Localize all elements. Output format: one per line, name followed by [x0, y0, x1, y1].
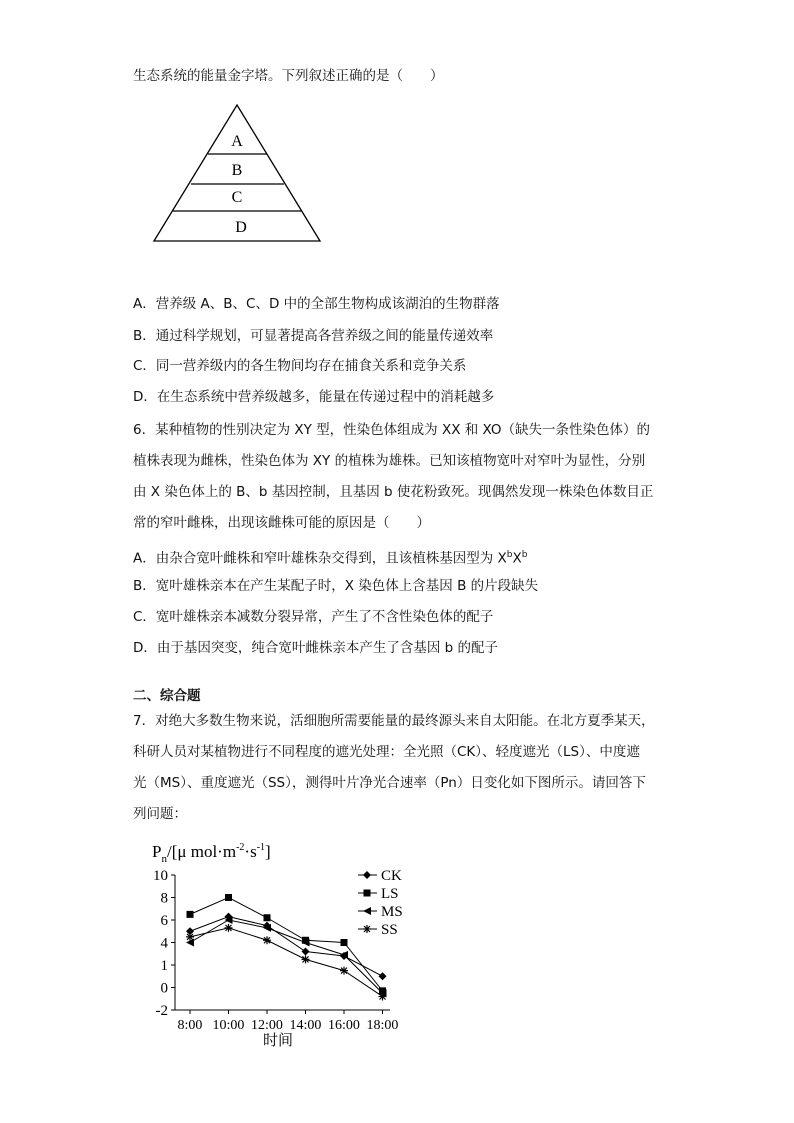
q6-option-a-mid: X: [512, 550, 522, 567]
series-ls-point: [264, 914, 271, 921]
legend-ms-marker: [363, 907, 371, 915]
legend-ss-label: SS: [381, 922, 398, 938]
legend-ss-marker: [363, 925, 371, 933]
pyramid-level-b: B: [231, 162, 243, 179]
q6-stem-line-2: 植株表现为雌株，性染色体为 XY 的植株为雄株。已知该植物宽叶对窄叶为显性，分别: [133, 453, 646, 469]
legend-ls-marker: [364, 890, 371, 897]
q7-stem-line-4: 列问题：: [133, 806, 187, 822]
q6-option-a: [133, 545, 527, 569]
y-tick-label: 8: [160, 890, 168, 907]
series-ck-point: [302, 948, 310, 956]
pyramid-level-d: D: [235, 219, 247, 236]
q7-stem-line-2: 科研人员对某植物进行不同程度的遮光处理：全光照（CK）、轻度遮光（LS）、中度遮: [133, 744, 640, 760]
q6-option-b: B．宽叶雄株亲本在产生某配子时，X 染色体上含基因 B 的片段缺失: [133, 578, 539, 594]
y-tick-label: 0: [160, 980, 168, 997]
q6-option-a-sup-2: b: [521, 550, 528, 560]
series-ls-point: [225, 894, 232, 901]
legend-ls-label: LS: [381, 886, 399, 902]
q5-option-d: D．在生态系统中营养级越多，能量在传递过程中的消耗越多: [133, 389, 495, 405]
q6-option-a-sup-1: b: [506, 550, 513, 560]
pn-line-chart: [140, 835, 430, 1055]
series-ck-point: [379, 972, 387, 980]
series-ls-point: [187, 911, 194, 918]
series-ls-point: [341, 939, 348, 946]
series-ss-point: [225, 924, 233, 932]
series-ss-point: [379, 993, 387, 1001]
x-tick-label: 16:00: [328, 1018, 360, 1033]
q7-stem-line-1: 7．对绝大多数生物来说，活细胞所需要能量的最终源头来自太阳能。在北方夏季某天，: [133, 713, 655, 729]
legend-ms-label: MS: [381, 904, 403, 920]
y-tick-label: 6: [160, 913, 168, 929]
x-tick-label: 18:00: [366, 1018, 399, 1033]
section-heading: 二、综合题: [133, 688, 201, 704]
series-ss-point: [263, 936, 271, 944]
x-tick-label: 12:00: [251, 1018, 283, 1033]
y-tick-label: 1: [160, 958, 168, 974]
q6-option-c: C．宽叶雄株亲本减数分裂异常，产生了不含性染色体的配子: [133, 609, 494, 625]
q6-option-d: D．由于基因突变，纯合宽叶雌株亲本产生了含基因 b 的配子: [133, 640, 499, 656]
series-ss-point: [340, 967, 348, 975]
q5-option-a: A．营养级 A、B、C、D 中的全部生物构成该湖泊的生物群落: [133, 296, 500, 312]
q5-option-c: C．同一营养级内的各生物间均存在捕食关系和竞争关系: [133, 358, 467, 374]
q6-stem-line-4: 常的窄叶雌株，出现该雌株可能的原因是（ ）: [133, 515, 430, 531]
legend-ck-label: CK: [381, 868, 402, 884]
y-tick-label: 4: [160, 935, 168, 952]
q6-stem-line-1: 6．某种植物的性别决定为 XY 型，性染色体组成为 XX 和 XO（缺失一条性染色体）的: [133, 422, 651, 438]
legend-ck-marker: [363, 871, 371, 879]
y-tick-label: 10: [153, 868, 168, 884]
q7-stem-line-3: 光（MS）、重度遮光（SS），测得叶片净光合速率（Pn）日变化如下图所示。请回答下: [133, 775, 646, 791]
series-ss-point: [186, 933, 194, 941]
chart-y-axis-label: $P_n/[\mu$ $mol\cdot m^{-2}\cdot s^{-1}$]: [152, 842, 271, 865]
y-tick-label: -2: [155, 1003, 168, 1019]
x-tick-label: 14:00: [289, 1018, 322, 1033]
x-tick-label: 8:00: [177, 1018, 203, 1033]
x-tick-label: 10:00: [212, 1018, 245, 1033]
pyramid-level-c: C: [231, 189, 243, 206]
pyramid-level-a: A: [231, 133, 243, 150]
q5-option-b: B．通过科学规划，可显著提高各营养级之间的能量传递效率: [133, 328, 494, 344]
question-5-stem: 生态系统的能量金字塔。下列叙述正确的是（ ）: [133, 68, 444, 84]
q6-option-a-text: A．由杂合宽叶雌株和窄叶雄株杂交得到，且该植株基因型为 X: [133, 550, 507, 567]
series-ss-point: [302, 955, 310, 963]
chart-x-axis-label: 时间: [262, 1033, 294, 1049]
series-ms-line: [190, 920, 383, 993]
q6-stem-line-3: 由 X 染色体上的 B、b 基因控制，且基因 b 使花粉致死。现偶然发现一株染色体数目正: [133, 484, 654, 500]
energy-pyramid-diagram: [150, 100, 325, 245]
